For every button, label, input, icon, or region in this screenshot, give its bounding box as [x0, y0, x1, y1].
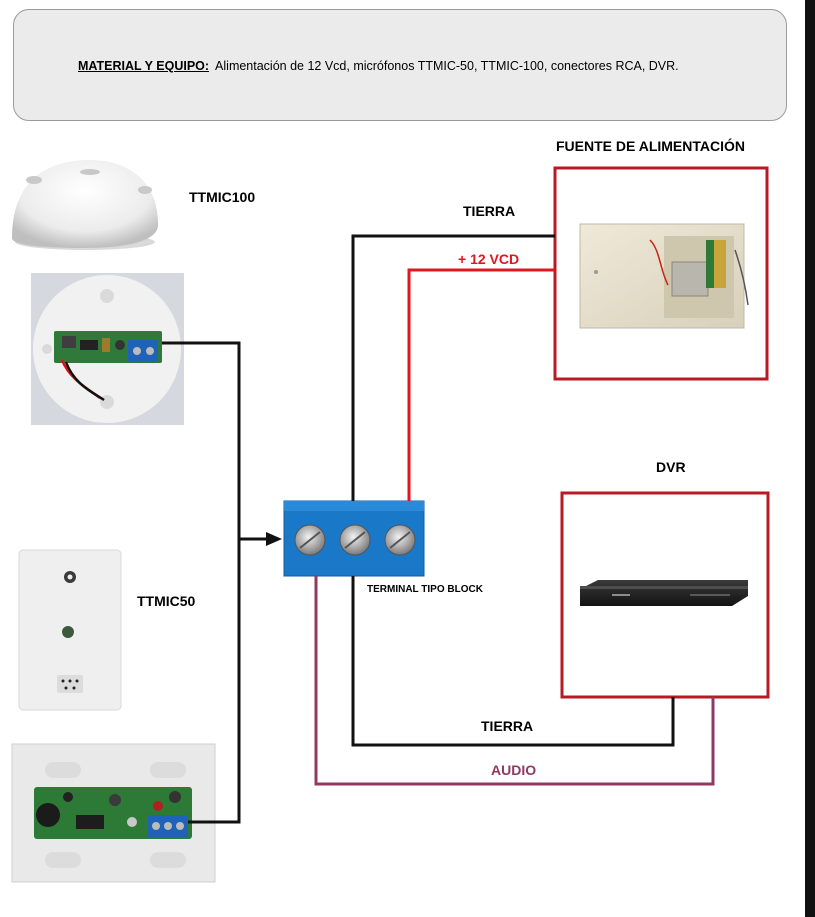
power-12vcd-wire — [409, 270, 555, 501]
material-header-label: MATERIAL Y EQUIPO: — [78, 59, 210, 73]
ground-wire-power-supply — [353, 236, 555, 501]
audio-label: AUDIO — [491, 762, 537, 778]
power-supply-title: FUENTE DE ALIMENTACIÓN — [556, 138, 745, 154]
power-12vcd-label: + 12 VCD — [458, 251, 520, 267]
ttmic50-label: TTMIC50 — [137, 593, 196, 609]
dvr-image — [580, 580, 748, 606]
terminal-block — [284, 501, 424, 576]
ttmic100-dome-image — [12, 160, 158, 250]
ttmic50-plate-image — [19, 550, 121, 710]
ground-label-bottom: TIERRA — [481, 718, 534, 734]
ttmic100-label: TTMIC100 — [189, 189, 256, 205]
ground-label-top: TIERRA — [463, 203, 516, 219]
bus-arrow-icon — [266, 532, 282, 546]
dvr-title: DVR — [656, 459, 686, 475]
ttmic100-board-image — [31, 273, 184, 425]
material-header-body: Alimentación de 12 Vcd, micrófonos TTMIC-50, TTMIC-100, conectores RCA, DVR. — [215, 59, 679, 73]
power-supply-image — [580, 224, 748, 328]
ttmic50-board-image — [12, 744, 215, 882]
terminal-block-label: TERMINAL TIPO BLOCK — [367, 584, 483, 595]
